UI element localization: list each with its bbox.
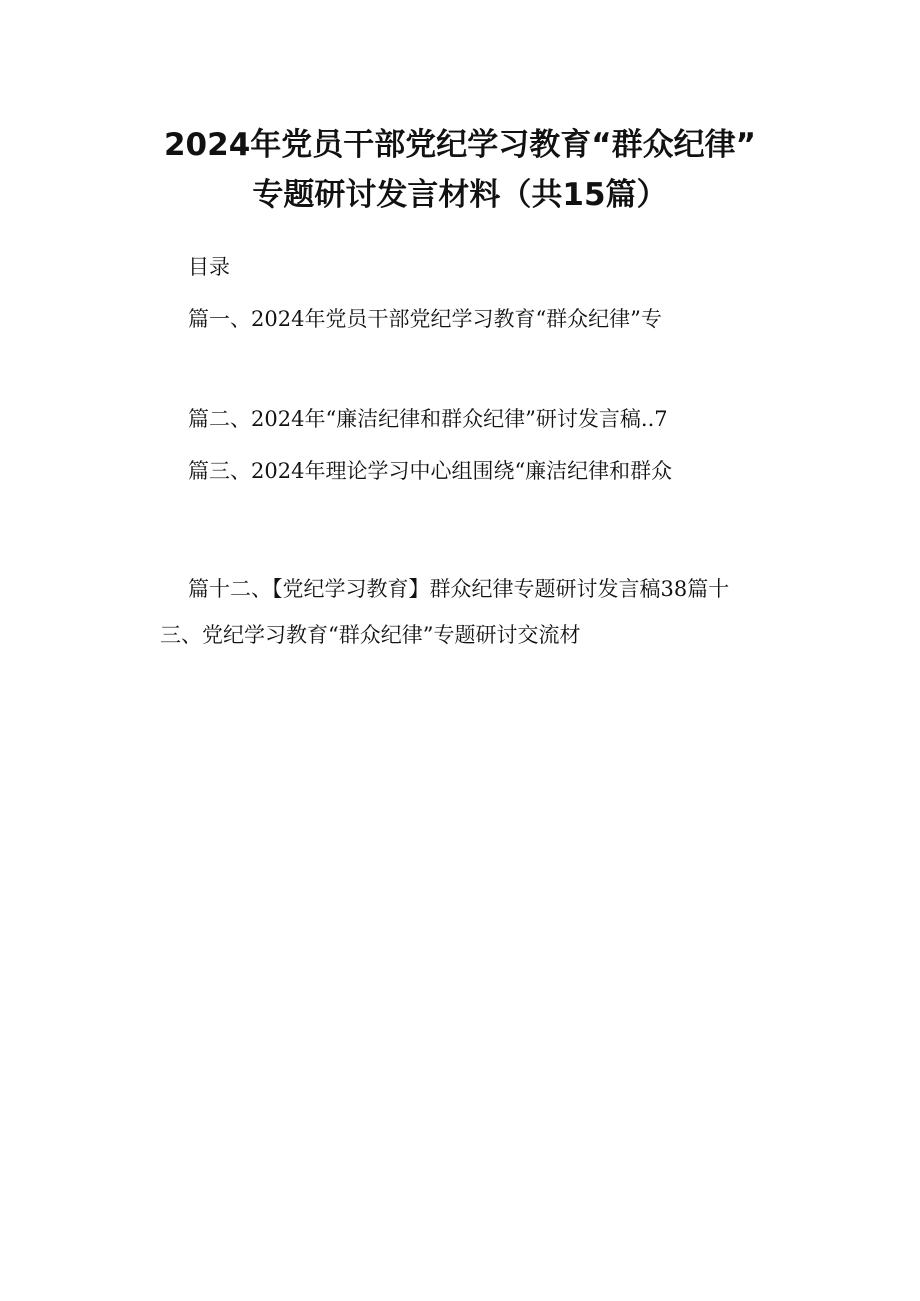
toc-item-12-line: 篇十二、【党纪学习教育】群众纪律专题研讨发言稿38篇十	[188, 577, 730, 601]
title-line-2: 专题研讨发言材料（共15篇）	[252, 177, 668, 213]
toc-item-1[interactable]: 篇一、2024年党员干部党纪学习教育“群众纪律”专	[188, 307, 662, 331]
toc-item-13-line: 三、党纪学习教育“群众纪律”专题研讨交流材	[160, 623, 581, 647]
toc-item-12-13[interactable]	[160, 566, 808, 658]
toc-item-3[interactable]: 篇三、2024年理论学习中心组围绕“廉洁纪律和群众	[188, 459, 673, 483]
toc-heading: 目录	[188, 255, 230, 279]
document-title	[0, 120, 920, 220]
toc-item-2[interactable]: 篇二、2024年“廉洁纪律和群众纪律”研讨发言稿..7	[188, 407, 668, 431]
title-line-1: 2024年党员干部党纪学习教育“群众纪律”	[163, 127, 757, 163]
